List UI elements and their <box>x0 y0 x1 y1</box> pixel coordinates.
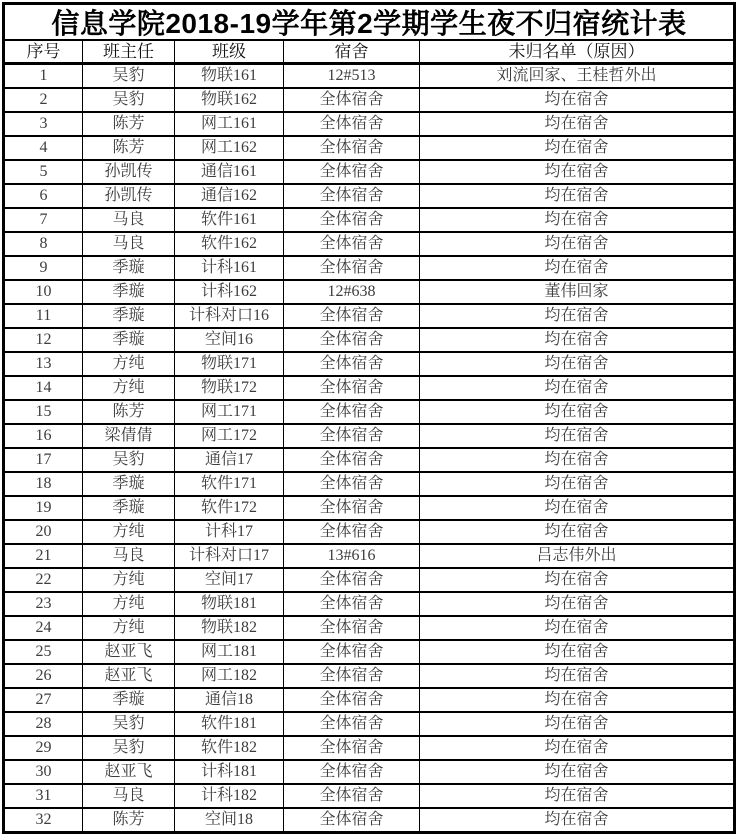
table-row <box>5 473 733 497</box>
cell-class: 计科182 <box>175 785 284 807</box>
cell-absence: 均在宿舍 <box>544 403 609 420</box>
cell-dorm: 全体宿舍 <box>284 449 420 471</box>
cell-index: 24 <box>5 617 83 639</box>
cell-class: 通信162 <box>175 185 284 207</box>
cell-index: 1 <box>5 65 83 87</box>
cell-index: 10 <box>5 281 83 303</box>
night-absence-statistics-sheet <box>2 2 736 834</box>
cell-class: 物联181 <box>175 593 284 615</box>
cell-absence: 均在宿舍 <box>544 427 609 444</box>
cell-index: 3 <box>5 113 83 135</box>
cell-teacher: 吴豹 <box>83 449 175 471</box>
table-row <box>5 113 733 137</box>
cell-dorm: 全体宿舍 <box>284 329 420 351</box>
cell-class: 计科162 <box>175 281 284 303</box>
cell-index: 7 <box>5 209 83 231</box>
cell-index: 8 <box>5 233 83 255</box>
cell-class: 软件161 <box>175 209 284 231</box>
cell-dorm: 13#616 <box>284 545 420 567</box>
cell-dorm: 全体宿舍 <box>284 521 420 543</box>
cell-index: 15 <box>5 401 83 423</box>
cell-class: 软件172 <box>175 497 284 519</box>
cell-teacher: 马良 <box>83 545 175 567</box>
cell-absence: 均在宿舍 <box>544 571 609 588</box>
col-header-index: 序号 <box>5 41 83 62</box>
cell-teacher: 季璇 <box>83 305 175 327</box>
cell-teacher: 方纯 <box>83 569 175 591</box>
table-row <box>5 665 733 689</box>
cell-teacher: 赵亚飞 <box>83 761 175 783</box>
cell-absence: 均在宿舍 <box>544 451 609 468</box>
cell-dorm: 全体宿舍 <box>284 785 420 807</box>
table-row <box>5 617 733 641</box>
cell-dorm: 12#638 <box>284 281 420 303</box>
cell-absence: 均在宿舍 <box>544 211 609 228</box>
cell-dorm: 全体宿舍 <box>284 689 420 711</box>
cell-absence: 均在宿舍 <box>544 523 609 540</box>
cell-dorm: 全体宿舍 <box>284 713 420 735</box>
cell-index: 6 <box>5 185 83 207</box>
cell-teacher: 方纯 <box>83 521 175 543</box>
cell-absence: 均在宿舍 <box>544 139 609 156</box>
cell-dorm: 全体宿舍 <box>284 617 420 639</box>
cell-absence: 吕志伟外出 <box>536 547 617 564</box>
cell-teacher: 梁倩倩 <box>83 425 175 447</box>
cell-absence: 均在宿舍 <box>544 715 609 732</box>
cell-index: 29 <box>5 737 83 759</box>
cell-class: 网工161 <box>175 113 284 135</box>
table-row <box>5 65 733 89</box>
cell-teacher: 吴豹 <box>83 713 175 735</box>
cell-teacher: 陈芳 <box>83 137 175 159</box>
cell-teacher: 方纯 <box>83 377 175 399</box>
cell-class: 软件181 <box>175 713 284 735</box>
cell-class: 通信17 <box>175 449 284 471</box>
cell-dorm: 全体宿舍 <box>284 665 420 687</box>
cell-index: 28 <box>5 713 83 735</box>
cell-class: 计科对口17 <box>175 545 284 567</box>
cell-class: 计科17 <box>175 521 284 543</box>
cell-class: 网工172 <box>175 425 284 447</box>
cell-class: 网工162 <box>175 137 284 159</box>
table-row <box>5 281 733 305</box>
table-row <box>5 521 733 545</box>
cell-teacher: 季璇 <box>83 689 175 711</box>
cell-index: 5 <box>5 161 83 183</box>
col-header-absence: 未归名单（原因） <box>508 42 645 61</box>
cell-class: 软件182 <box>175 737 284 759</box>
cell-absence: 刘流回家、王桂哲外出 <box>496 67 657 84</box>
cell-index: 17 <box>5 449 83 471</box>
cell-index: 20 <box>5 521 83 543</box>
cell-index: 32 <box>5 809 83 831</box>
cell-dorm: 全体宿舍 <box>284 593 420 615</box>
cell-absence: 均在宿舍 <box>544 787 609 804</box>
cell-absence: 均在宿舍 <box>544 667 609 684</box>
table-row <box>5 401 733 425</box>
cell-dorm: 全体宿舍 <box>284 473 420 495</box>
table-row <box>5 233 733 257</box>
cell-index: 2 <box>5 89 83 111</box>
cell-index: 4 <box>5 137 83 159</box>
col-header-dorm: 宿舍 <box>284 41 420 62</box>
cell-teacher: 马良 <box>83 785 175 807</box>
cell-dorm: 全体宿舍 <box>284 737 420 759</box>
table-row <box>5 689 733 713</box>
table-row <box>5 137 733 161</box>
cell-index: 19 <box>5 497 83 519</box>
table-row <box>5 209 733 233</box>
table-row <box>5 785 733 809</box>
table-row <box>5 353 733 377</box>
cell-class: 通信18 <box>175 689 284 711</box>
cell-class: 网工182 <box>175 665 284 687</box>
cell-absence: 均在宿舍 <box>544 379 609 396</box>
cell-absence: 均在宿舍 <box>544 163 609 180</box>
cell-absence: 均在宿舍 <box>544 331 609 348</box>
cell-teacher: 季璇 <box>83 473 175 495</box>
cell-teacher: 马良 <box>83 233 175 255</box>
cell-index: 18 <box>5 473 83 495</box>
table-row <box>5 305 733 329</box>
cell-dorm: 全体宿舍 <box>284 377 420 399</box>
cell-teacher: 吴豹 <box>83 737 175 759</box>
cell-class: 软件162 <box>175 233 284 255</box>
cell-absence: 均在宿舍 <box>544 739 609 756</box>
cell-class: 空间17 <box>175 569 284 591</box>
table-row <box>5 377 733 401</box>
table-row <box>5 593 733 617</box>
cell-index: 9 <box>5 257 83 279</box>
cell-index: 31 <box>5 785 83 807</box>
cell-class: 计科161 <box>175 257 284 279</box>
cell-index: 13 <box>5 353 83 375</box>
cell-teacher: 方纯 <box>83 593 175 615</box>
cell-dorm: 全体宿舍 <box>284 641 420 663</box>
cell-dorm: 12#513 <box>284 65 420 87</box>
cell-absence: 均在宿舍 <box>544 187 609 204</box>
cell-absence: 董伟回家 <box>544 283 609 300</box>
cell-class: 网工171 <box>175 401 284 423</box>
table-body <box>5 65 733 831</box>
cell-index: 14 <box>5 377 83 399</box>
cell-absence: 均在宿舍 <box>544 235 609 252</box>
cell-teacher: 季璇 <box>83 281 175 303</box>
cell-index: 30 <box>5 761 83 783</box>
cell-absence: 均在宿舍 <box>544 475 609 492</box>
cell-absence: 均在宿舍 <box>544 643 609 660</box>
cell-class: 物联172 <box>175 377 284 399</box>
table-row <box>5 425 733 449</box>
cell-dorm: 全体宿舍 <box>284 209 420 231</box>
table-row <box>5 641 733 665</box>
cell-absence: 均在宿舍 <box>544 115 609 132</box>
table-row <box>5 449 733 473</box>
cell-absence: 均在宿舍 <box>544 307 609 324</box>
cell-index: 11 <box>5 305 83 327</box>
col-header-class: 班级 <box>175 41 284 62</box>
cell-class: 计科对口16 <box>175 305 284 327</box>
table-row <box>5 545 733 569</box>
cell-index: 12 <box>5 329 83 351</box>
cell-class: 空间18 <box>175 809 284 831</box>
cell-absence: 均在宿舍 <box>544 691 609 708</box>
table-row <box>5 809 733 831</box>
cell-absence: 均在宿舍 <box>544 259 609 276</box>
cell-class: 通信161 <box>175 161 284 183</box>
cell-absence: 均在宿舍 <box>544 811 609 828</box>
cell-index: 25 <box>5 641 83 663</box>
cell-dorm: 全体宿舍 <box>284 185 420 207</box>
cell-dorm: 全体宿舍 <box>284 761 420 783</box>
table-row <box>5 713 733 737</box>
cell-dorm: 全体宿舍 <box>284 569 420 591</box>
cell-class: 物联171 <box>175 353 284 375</box>
cell-class: 空间16 <box>175 329 284 351</box>
cell-index: 16 <box>5 425 83 447</box>
cell-teacher: 赵亚飞 <box>83 665 175 687</box>
table-row <box>5 761 733 785</box>
cell-class: 计科181 <box>175 761 284 783</box>
table-row <box>5 185 733 209</box>
cell-class: 物联161 <box>175 65 284 87</box>
cell-teacher: 方纯 <box>83 353 175 375</box>
table-row <box>5 497 733 521</box>
cell-teacher: 吴豹 <box>83 89 175 111</box>
cell-teacher: 季璇 <box>83 257 175 279</box>
cell-absence: 均在宿舍 <box>544 499 609 516</box>
cell-dorm: 全体宿舍 <box>284 89 420 111</box>
cell-index: 26 <box>5 665 83 687</box>
table-row <box>5 89 733 113</box>
cell-dorm: 全体宿舍 <box>284 353 420 375</box>
table-row <box>5 737 733 761</box>
table-row <box>5 329 733 353</box>
cell-dorm: 全体宿舍 <box>284 305 420 327</box>
cell-class: 软件171 <box>175 473 284 495</box>
col-header-teacher: 班主任 <box>83 41 175 62</box>
cell-dorm: 全体宿舍 <box>284 401 420 423</box>
cell-dorm: 全体宿舍 <box>284 425 420 447</box>
cell-class: 网工181 <box>175 641 284 663</box>
cell-teacher: 季璇 <box>83 497 175 519</box>
page-title: 信息学院2018-19学年第2学期学生夜不归宿统计表 <box>5 5 733 41</box>
cell-teacher: 吴豹 <box>83 65 175 87</box>
cell-teacher: 陈芳 <box>83 809 175 831</box>
cell-class: 物联182 <box>175 617 284 639</box>
cell-index: 27 <box>5 689 83 711</box>
table-header-row <box>5 41 733 65</box>
cell-absence: 均在宿舍 <box>544 91 609 108</box>
cell-dorm: 全体宿舍 <box>284 161 420 183</box>
cell-dorm: 全体宿舍 <box>284 497 420 519</box>
cell-teacher: 孙凯传 <box>83 185 175 207</box>
cell-absence: 均在宿舍 <box>544 763 609 780</box>
cell-index: 22 <box>5 569 83 591</box>
cell-dorm: 全体宿舍 <box>284 257 420 279</box>
cell-teacher: 陈芳 <box>83 113 175 135</box>
cell-dorm: 全体宿舍 <box>284 137 420 159</box>
cell-absence: 均在宿舍 <box>544 619 609 636</box>
cell-dorm: 全体宿舍 <box>284 809 420 831</box>
table-row <box>5 257 733 281</box>
cell-index: 21 <box>5 545 83 567</box>
table-row <box>5 569 733 593</box>
cell-teacher: 季璇 <box>83 329 175 351</box>
cell-index: 23 <box>5 593 83 615</box>
cell-absence: 均在宿舍 <box>544 355 609 372</box>
table-row <box>5 161 733 185</box>
cell-absence: 均在宿舍 <box>544 595 609 612</box>
cell-teacher: 赵亚飞 <box>83 641 175 663</box>
cell-teacher: 陈芳 <box>83 401 175 423</box>
cell-teacher: 方纯 <box>83 617 175 639</box>
cell-teacher: 马良 <box>83 209 175 231</box>
cell-class: 物联162 <box>175 89 284 111</box>
cell-teacher: 孙凯传 <box>83 161 175 183</box>
cell-dorm: 全体宿舍 <box>284 113 420 135</box>
cell-dorm: 全体宿舍 <box>284 233 420 255</box>
